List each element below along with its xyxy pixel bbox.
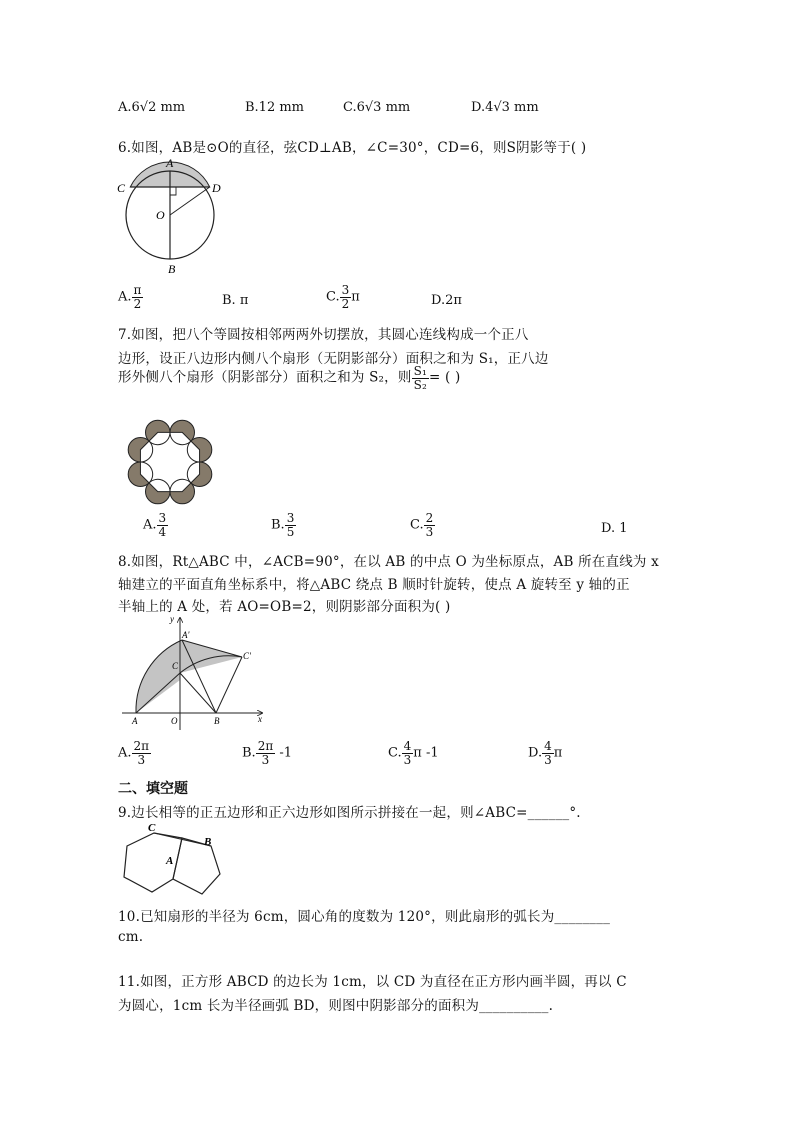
- q9-label-c: C: [148, 822, 156, 834]
- q9-text: 9.边长相等的正五边形和正六边形如图所示拼接在一起，则∠ABC=______°.: [118, 805, 581, 821]
- q7-a-fraction: [157, 512, 169, 538]
- q9-figure: [116, 822, 226, 900]
- q8-label-a1: A': [182, 630, 190, 640]
- q8-a-prefix: A.: [118, 745, 132, 761]
- q6-c-num: 3: [341, 283, 350, 297]
- q8-c-den: 3: [403, 752, 412, 767]
- q7-b-den: 5: [286, 524, 295, 539]
- q8-label-c1: C': [243, 651, 251, 661]
- q6-option-a: [118, 284, 143, 310]
- q9-line-cb: [154, 833, 211, 846]
- q6-a-den: 2: [133, 296, 142, 311]
- q7-line-3-suffix: = ( ): [429, 369, 461, 386]
- q7-option-d: D. 1: [601, 521, 628, 536]
- q6-label-a: A: [166, 156, 174, 170]
- q8-d-fraction: [542, 740, 554, 766]
- q6-text: 6.如图，AB是⊙O的直径，弦CD⊥AB，∠C=30°，CD=6，则S阴影等于( ): [118, 140, 587, 156]
- q7-line-3-prefix: 形外侧八个扇形（阴影部分）面积之和为 S₂，则: [118, 369, 412, 386]
- q7-option-a: [143, 512, 168, 538]
- q8-side-cb: [180, 673, 216, 713]
- q8-b-fraction: [256, 740, 276, 766]
- q8-a-num: 2π: [133, 739, 150, 753]
- q8-side-c1b: [216, 657, 242, 713]
- q8-line-3: 半轴上的 A 处，若 AO=OB=2，则阴影部分面积为( ): [118, 599, 451, 615]
- q6-c-den: 2: [341, 296, 350, 311]
- q8-shaded-region: [136, 640, 242, 713]
- q5-option-b: B.12 mm: [245, 100, 305, 115]
- q6-label-b: B: [168, 262, 176, 276]
- q8-line-1: 8.如图，Rt△ABC 中，∠ACB=90°，在以 AB 的中点 O 为坐标原点，AB 所在直线为 x: [118, 554, 659, 570]
- q5-option-a: A.6√2 mm: [118, 100, 186, 115]
- q8-b-suffix: -1: [275, 745, 293, 761]
- q5-option-d: D.4√3 mm: [471, 100, 539, 115]
- q6-label-o: O: [156, 208, 165, 222]
- q11-line-2: 为圆心，1cm 长为半径画弧 BD，则图中阴影部分的面积为__________.: [118, 998, 554, 1014]
- q7-a-num: 3: [158, 511, 167, 525]
- q7-ratio-num: S₁: [413, 364, 427, 378]
- q6-a-fraction: [132, 284, 144, 310]
- q6-figure: [112, 155, 227, 277]
- q9-label-b: B: [204, 836, 212, 848]
- section-2-heading: 二、填空题: [118, 781, 188, 797]
- q7-a-prefix: A.: [143, 517, 157, 533]
- q7-ratio-fraction: [412, 365, 429, 391]
- q8-c-num: 4: [403, 739, 412, 753]
- q8-option-b: [242, 740, 292, 766]
- q7-figure: [118, 418, 222, 506]
- q7-a-den: 4: [158, 524, 167, 539]
- q8-c-prefix: C.: [388, 745, 402, 761]
- q5-option-c: C.6√3 mm: [343, 100, 411, 115]
- q9-label-a: A: [166, 855, 174, 867]
- q7-option-b: [271, 512, 296, 538]
- q8-b-den: 3: [261, 752, 270, 767]
- q8-option-a: [118, 740, 151, 766]
- q7-c-den: 3: [425, 524, 434, 539]
- q8-d-prefix: D.: [528, 745, 543, 761]
- q8-label-b: B: [214, 716, 220, 726]
- q6-c-prefix: C.: [326, 289, 340, 305]
- q8-d-num: 4: [544, 739, 552, 753]
- q6-option-c: [326, 284, 360, 310]
- q8-c-suffix: π -1: [413, 745, 439, 761]
- q6-a-prefix: A.: [118, 289, 132, 305]
- q8-d-suffix: π: [553, 745, 563, 761]
- q8-d-den: 3: [544, 752, 552, 767]
- q7-line-3: [118, 365, 460, 391]
- q8-option-d: [528, 740, 562, 766]
- q8-a-den: 3: [137, 752, 146, 767]
- q6-label-d: D: [212, 181, 221, 195]
- q7-eight-circles: [128, 420, 212, 504]
- q6-option-b: B. π: [222, 293, 249, 308]
- q7-line-2: 边形，设正八边形内侧八个扇形（无阴影部分）面积之和为 S₁，正八边: [118, 351, 549, 367]
- q10-line-2: cm.: [118, 929, 144, 945]
- q7-b-prefix: B.: [271, 517, 285, 533]
- q6-a-num: π: [133, 283, 142, 297]
- q8-label-y: y: [170, 614, 174, 624]
- q6-c-suffix: π: [351, 289, 360, 305]
- q7-line-1: 7.如图，把八个等圆按相邻两两外切摆放，其圆心连线构成一个正八: [118, 327, 529, 343]
- q8-option-c: [388, 740, 439, 766]
- q8-b-num: 2π: [257, 739, 274, 753]
- q8-c-fraction: [402, 740, 414, 766]
- q6-right-angle-mark: [170, 187, 176, 195]
- q8-line-2: 轴建立的平面直角坐标系中，将△ABC 绕点 B 顺时针旋转，使点 A 旋转至 y 轴的正: [118, 577, 630, 593]
- q10-line-1: 10.已知扇形的半径为 6cm，圆心角的度数为 120°，则此扇形的弧长为________: [118, 909, 611, 925]
- q7-c-num: 2: [425, 511, 434, 525]
- q6-option-d: D.2π: [431, 293, 462, 308]
- q8-b-prefix: B.: [242, 745, 256, 761]
- q8-label-c: C: [172, 661, 179, 671]
- q8-figure: [112, 612, 272, 734]
- q7-b-fraction: [285, 512, 297, 538]
- q7-option-c: [410, 512, 435, 538]
- q11-line-1: 11.如图，正方形 ABCD 的边长为 1cm，以 CD 为直径在正方形内画半圆，再以 C: [118, 974, 627, 990]
- q8-label-o: O: [171, 716, 178, 726]
- q7-c-fraction: [424, 512, 436, 538]
- q8-a-fraction: [132, 740, 152, 766]
- q6-label-c: C: [117, 181, 126, 195]
- q7-ratio-den: S₂: [413, 377, 427, 392]
- q7-c-prefix: C.: [410, 517, 424, 533]
- q7-b-num: 3: [286, 511, 295, 525]
- q9-pentagon: [173, 838, 220, 894]
- q8-label-a: A: [132, 716, 138, 726]
- q6-c-fraction: [340, 284, 352, 310]
- q8-label-x: x: [258, 714, 262, 724]
